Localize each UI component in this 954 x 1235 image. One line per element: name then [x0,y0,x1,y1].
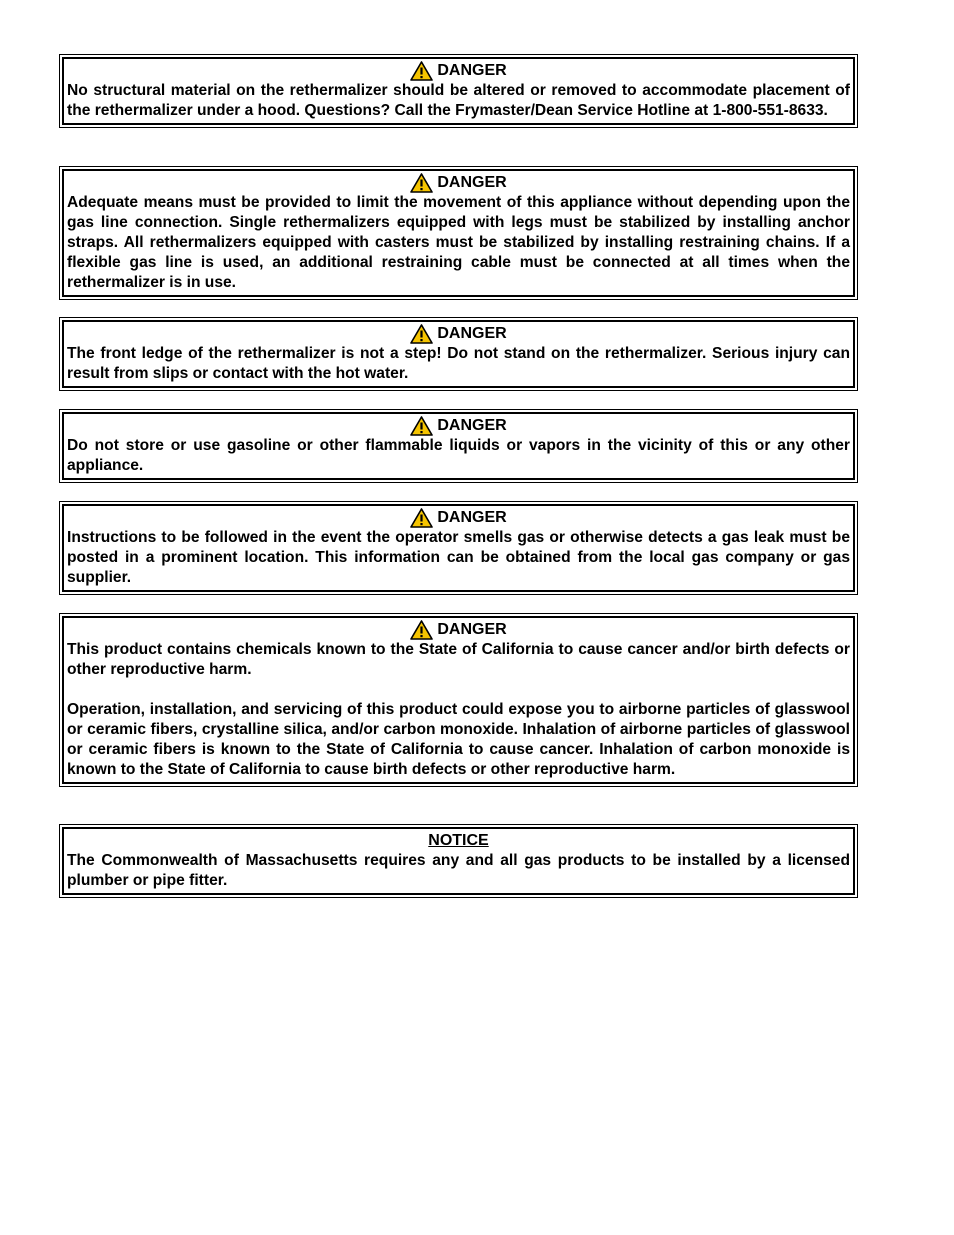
danger-box-inner [62,57,855,125]
danger-heading-text: DANGER [437,417,507,434]
notice-text: The Commonwealth of Massachusetts requires any and all gas products to be installed by a licensed plumber or pipe fitter. [67,852,850,889]
danger-box-inner [62,616,855,784]
danger-text: Do not store or use gasoline or other flammable liquids or vapors in the vicinity of this or any other appliance. [67,437,850,474]
danger-heading-text: DANGER [437,509,507,526]
warning-triangle-icon [410,508,433,528]
warning-triangle-icon [410,61,433,81]
danger-heading [67,61,850,81]
danger-heading-text: DANGER [437,62,507,79]
danger-text: The front ledge of the rethermalizer is not a step! Do not stand on the rethermalizer. Serious injury can result from slips or contact with the hot water. [67,345,850,382]
notice-box-inner [62,827,855,895]
warning-triangle-icon [410,620,433,640]
danger-heading [67,324,850,344]
danger-text: Instructions to be followed in the event the operator smells gas or otherwise detects a gas leak must be posted in a prominent location. This information can be obtained from the local gas company or gas supplier. [67,529,850,586]
danger-box-movement [59,166,858,300]
danger-text: No structural material on the rethermalizer should be altered or removed to accommodate placement of the rethermalizer under a hood. Questions? Call the Frymaster/Dean Service Hotline at 1-800-551-8633. [67,82,850,119]
danger-text: This product contains chemicals known to the State of California to cause cancer and/or birth defects or other reproductive harm. [67,641,850,678]
notice-heading [67,831,850,851]
danger-box-ledge [59,317,858,391]
danger-heading [67,416,850,436]
danger-box-california [59,613,858,787]
warning-triangle-icon [410,324,433,344]
danger-box-hood [59,54,858,128]
danger-heading [67,620,850,640]
danger-box-inner [62,320,855,388]
danger-box-inner [62,504,855,592]
warning-triangle-icon [410,173,433,193]
danger-box-gas-leak [59,501,858,595]
danger-heading [67,508,850,528]
notice-box-massachusetts [59,824,858,898]
danger-text: Adequate means must be provided to limit the movement of this appliance without depending upon the gas line connection. Single rethermalizers equipped with legs must be stabilized by installing anchor straps. All rethermalizers equipped with casters must be stabilized by installing restraining chains. If a flexible gas line is used, an additional restraining cable must be connected at all times when the rethermalizer is in use. [67,194,850,291]
danger-box-inner [62,412,855,480]
danger-heading-text: DANGER [437,174,507,191]
danger-box-inner [62,169,855,297]
danger-text: Operation, installation, and servicing of this product could expose you to airborne particles of glasswool or ceramic fibers, crystalline silica, and/or carbon monoxide. Inhalation of airborne particles of glasswool or ceramic fibers is known to the State of California to cause cancer. Inhalation of carbon monoxide is known to the State of California to cause birth defects or other reproductive harm. [67,701,850,778]
notice-heading-text: NOTICE [428,832,489,849]
warning-triangle-icon [410,416,433,436]
danger-heading-text: DANGER [437,621,507,638]
danger-heading [67,173,850,193]
danger-heading-text: DANGER [437,325,507,342]
danger-box-gasoline [59,409,858,483]
